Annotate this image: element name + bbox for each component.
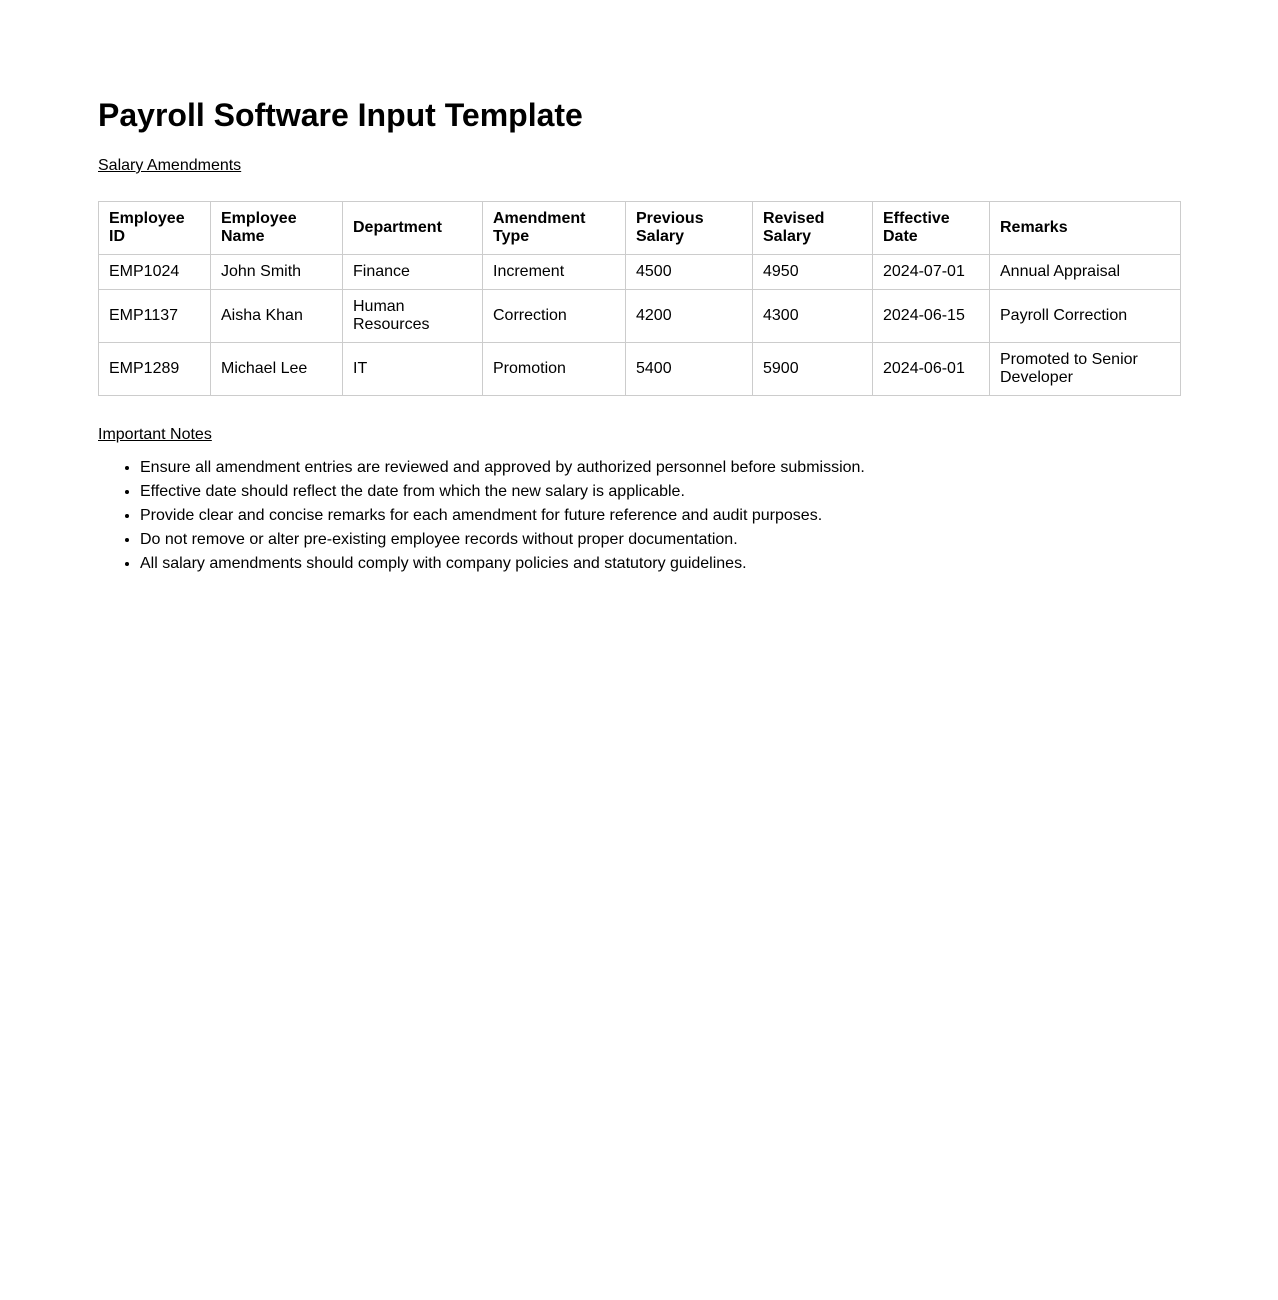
column-header-employee-id: Employee ID	[99, 202, 211, 255]
salary-amendments-heading: Salary Amendments	[98, 157, 242, 174]
important-notes-heading: Important Notes	[98, 426, 212, 443]
column-header-department: Department	[343, 202, 483, 255]
cell-department: Finance	[343, 255, 483, 290]
cell-employee-name: Michael Lee	[211, 343, 343, 396]
cell-previous-salary: 4200	[626, 290, 753, 343]
list-item: • All salary amendments should comply with company policies and statutory guidelines.	[140, 552, 1180, 576]
cell-amendment-type: Correction	[483, 290, 626, 343]
cell-revised-salary: 5900	[753, 343, 873, 396]
list-item: • Provide clear and concise remarks for each amendment for future reference and audit purposes.	[140, 504, 1180, 528]
cell-employee-id: EMP1289	[99, 343, 211, 396]
cell-revised-salary: 4300	[753, 290, 873, 343]
column-header-previous-salary: Previous Salary	[626, 202, 753, 255]
cell-department: Human Resources	[343, 290, 483, 343]
cell-remarks: Promoted to Senior Developer	[990, 343, 1181, 396]
cell-department: IT	[343, 343, 483, 396]
column-header-employee-name: Employee Name	[211, 202, 343, 255]
table-row	[99, 255, 1181, 290]
table-row	[99, 290, 1181, 343]
cell-remarks: Annual Appraisal	[990, 255, 1181, 290]
cell-employee-name: John Smith	[211, 255, 343, 290]
table-row	[99, 343, 1181, 396]
cell-effective-date: 2024-06-15	[873, 290, 990, 343]
table-header-row	[99, 202, 1181, 255]
column-header-effective-date: Effective Date	[873, 202, 990, 255]
cell-previous-salary: 5400	[626, 343, 753, 396]
list-item: • Effective date should reflect the date from which the new salary is applicable.	[140, 480, 1180, 504]
page-title: Payroll Software Input Template	[98, 97, 583, 133]
column-header-remarks: Remarks	[990, 202, 1181, 255]
cell-amendment-type: Increment	[483, 255, 626, 290]
list-item: • Ensure all amendment entries are reviewed and approved by authorized personnel before submission.	[140, 456, 1180, 480]
cell-employee-id: EMP1024	[99, 255, 211, 290]
cell-effective-date: 2024-06-01	[873, 343, 990, 396]
salary-amendments-table	[98, 201, 1181, 396]
list-item: • Do not remove or alter pre-existing employee records without proper documentation.	[140, 528, 1180, 552]
cell-effective-date: 2024-07-01	[873, 255, 990, 290]
cell-employee-id: EMP1137	[99, 290, 211, 343]
important-notes-list	[98, 456, 1180, 576]
cell-previous-salary: 4500	[626, 255, 753, 290]
cell-remarks: Payroll Correction	[990, 290, 1181, 343]
document-page	[0, 0, 1278, 576]
cell-employee-name: Aisha Khan	[211, 290, 343, 343]
cell-revised-salary: 4950	[753, 255, 873, 290]
column-header-revised-salary: Revised Salary	[753, 202, 873, 255]
column-header-amendment-type: Amendment Type	[483, 202, 626, 255]
cell-amendment-type: Promotion	[483, 343, 626, 396]
